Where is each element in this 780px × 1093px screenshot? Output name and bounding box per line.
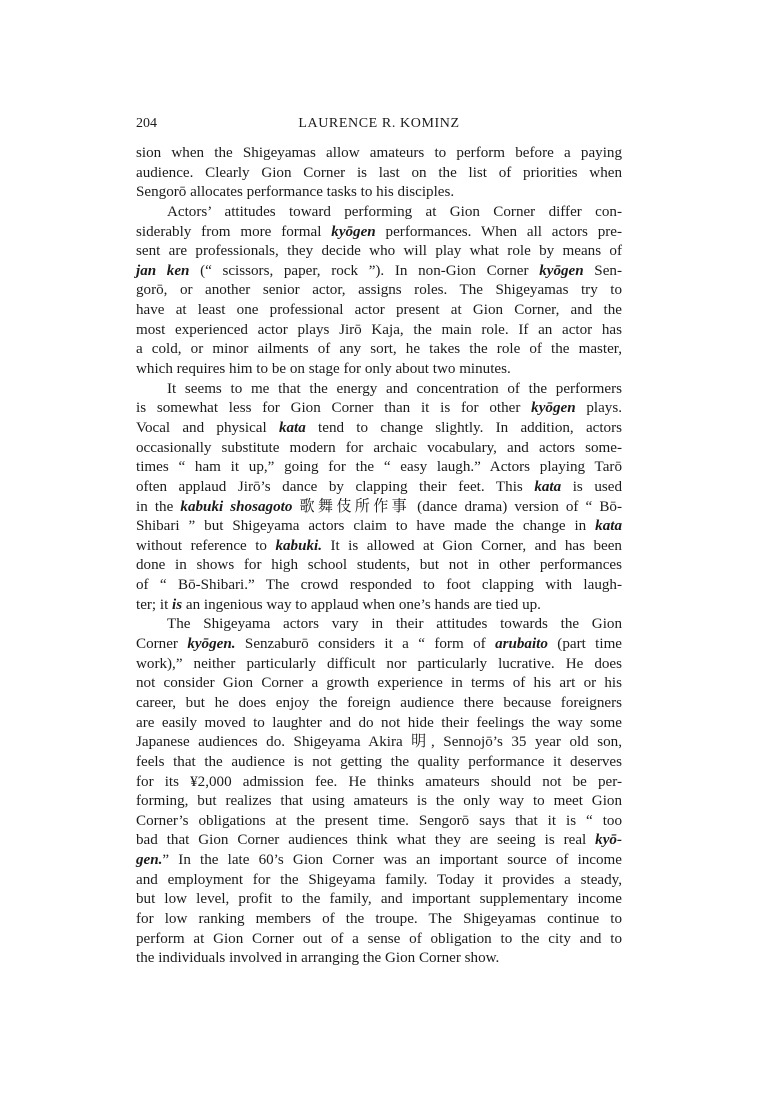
text-line — [136, 321, 622, 341]
text-run: bad that Gion Corner audiences think what they are seeing is real — [136, 832, 596, 849]
text-run: perform at Gion Corner out of a sense of obligation to the city and to — [136, 930, 622, 947]
page-number: 204 — [136, 116, 157, 131]
text-run: have at least one professional actor present at Gion Corner, and the — [136, 302, 622, 319]
text-run: Corner’s obligations at the present time. Sengorō says that it is “ too — [136, 812, 622, 829]
text-run: Actors’ attitudes toward performing at Gion Corner differ con- — [167, 203, 622, 220]
text-run: a cold, or minor ailments of any sort, he takes the role of the master, — [136, 341, 622, 358]
italic-term: kabuki. — [275, 537, 322, 554]
text-run: Sengorō allocates performance tasks to his disciples. — [136, 184, 455, 201]
text-line — [136, 812, 622, 832]
text-run: performances. When all actors pre- — [375, 223, 622, 240]
text-run: sion when the Shigeyamas allow amateurs to perform before a paying — [136, 145, 622, 161]
paragraph — [136, 144, 622, 203]
text-line — [136, 399, 622, 419]
text-line — [136, 183, 622, 203]
text-run: an ingenious way to applaud when one’s hands are tied up. — [182, 596, 541, 613]
text-line — [136, 831, 622, 851]
text-run: of “ Bō-Shibari.” The crowd responded to foot clapping with laugh- — [136, 577, 622, 594]
text-line — [136, 890, 622, 910]
text-line — [136, 498, 622, 518]
italic-term: arubaito — [495, 636, 548, 653]
text-line — [136, 281, 622, 301]
text-run: 歌舞伎所作事 (dance drama) version of “ Bō- — [292, 498, 623, 515]
italic-term: gen. — [136, 852, 163, 869]
text-run: The Shigeyama actors vary in their attitudes towards the Gion — [167, 616, 622, 633]
text-line — [136, 439, 622, 459]
text-run: It is allowed at Gion Corner, and has been — [322, 537, 622, 554]
text-line — [136, 262, 622, 282]
text-line — [136, 674, 622, 694]
text-run: sent are professionals, they decide who will play what role by means of — [136, 243, 622, 260]
italic-term: kyōgen — [539, 262, 584, 279]
text-line — [136, 694, 622, 714]
text-line — [136, 851, 622, 871]
running-head: LAURENCE R. KOMINZ — [298, 116, 460, 131]
text-line — [136, 223, 622, 243]
text-run: It seems to me that the energy and concentration of the performers — [167, 380, 622, 397]
text-run: (part time — [547, 636, 623, 653]
text-run: without reference to — [136, 537, 276, 554]
page-header — [136, 116, 622, 136]
text-line — [136, 478, 622, 498]
italic-term: kata — [534, 478, 562, 495]
italic-term: kyōgen. — [187, 636, 236, 653]
text-run: Shibari ” but Shigeyama actors claim to have made the change in — [136, 518, 596, 535]
text-line — [136, 164, 622, 184]
text-run: siderably from more formal — [136, 223, 332, 240]
text-line — [136, 949, 622, 969]
text-line — [136, 380, 622, 400]
text-run: the individuals involved in arranging the Gion Corner show. — [136, 950, 500, 967]
text-run: most experienced actor plays Jirō Kaja, the main role. If an actor has — [136, 321, 622, 338]
text-line — [136, 596, 622, 616]
text-run: work),” neither particularly difficult nor particularly lucrative. He does — [136, 655, 622, 672]
italic-term: jan ken — [136, 262, 190, 279]
italic-term: is — [172, 596, 183, 613]
text-line — [136, 517, 622, 537]
text-run: in the — [136, 498, 181, 515]
text-line — [136, 910, 622, 930]
text-run: not consider Gion Corner a growth experience in terms of his art or his — [136, 675, 622, 692]
paragraph — [136, 380, 622, 616]
text-run: (“ scissors, paper, rock ”). In non-Gion Corner — [189, 262, 540, 279]
text-run: and employment for the Shigeyama family. Today it provides a steady, — [136, 871, 622, 888]
text-run: often applaud Jirō’s dance by clapping their feet. This — [136, 478, 535, 495]
text-line — [136, 655, 622, 675]
text-line — [136, 635, 622, 655]
text-run: Sen- — [583, 262, 622, 279]
text-run: is somewhat less for Gion Corner than it is for other — [136, 400, 532, 417]
text-line — [136, 537, 622, 557]
text-run: is used — [561, 478, 623, 495]
text-line — [136, 556, 622, 576]
italic-term: kyō- — [595, 832, 622, 849]
text-run: are easily moved to laughter and do not hide their feelings the way some — [136, 714, 622, 731]
text-line — [136, 792, 622, 812]
text-run: for low ranking members of the troupe. The Shigeyamas continue to — [136, 910, 622, 927]
text-line — [136, 301, 622, 321]
text-run: ter; it — [136, 596, 173, 613]
text-run: audience. Clearly Gion Corner is last on the list of priorities when — [136, 164, 622, 181]
text-line — [136, 203, 622, 223]
text-line — [136, 871, 622, 891]
text-line — [136, 753, 622, 773]
text-line — [136, 576, 622, 596]
italic-term: kata — [595, 518, 622, 535]
text-run: plays. — [575, 400, 622, 417]
text-run: occasionally substitute modern for archaic vocabulary, and actors some- — [136, 439, 622, 456]
text-run: forming, but realizes that using amateurs is the only way to meet Gion — [136, 793, 622, 810]
text-run: which requires him to be on stage for only about two minutes. — [136, 361, 511, 378]
text-line — [136, 458, 622, 478]
text-run: for its ¥2,000 admission fee. He thinks amateurs should not be per- — [136, 773, 622, 790]
text-run: feels that the audience is not getting the quality performance it deserves — [136, 753, 622, 770]
italic-term: kabuki shosagoto — [180, 498, 293, 515]
text-line — [136, 773, 622, 793]
text-line — [136, 714, 622, 734]
text-line — [136, 930, 622, 950]
text-run: Vocal and physical — [136, 419, 279, 436]
text-run: Japanese audiences do. Shigeyama Akira 明, Sennojō’s 35 year old son, — [136, 734, 622, 751]
text-run: but low level, profit to the family, and important supplementary income — [136, 891, 622, 908]
text-run: ” In the late 60’s Gion Corner was an important source of income — [162, 852, 622, 869]
text-run: career, but he does enjoy the foreign audience there because foreigners — [136, 694, 622, 711]
text-line — [136, 360, 622, 380]
body-text — [136, 144, 622, 969]
italic-term: kyōgen — [331, 223, 376, 240]
text-run: tend to change slightly. In addition, actors — [305, 419, 622, 436]
paragraph — [136, 203, 622, 380]
text-run: Senzaburō considers it a “ form of — [235, 636, 496, 653]
text-line — [136, 144, 622, 164]
text-line — [136, 615, 622, 635]
paragraph — [136, 615, 622, 969]
italic-term: kyōgen — [531, 400, 576, 417]
text-line — [136, 733, 622, 753]
italic-term: kata — [278, 419, 306, 436]
text-line — [136, 340, 622, 360]
text-run: Corner — [136, 636, 188, 653]
text-run: gorō, or another senior actor, assigns roles. The Shigeyamas try to — [136, 282, 622, 299]
text-line — [136, 419, 622, 439]
text-line — [136, 242, 622, 262]
text-run: done in shows for high school students, but not in other performances — [136, 557, 622, 574]
text-run: times “ ham it up,” going for the “ easy laugh.” Actors playing Tarō — [136, 459, 622, 476]
